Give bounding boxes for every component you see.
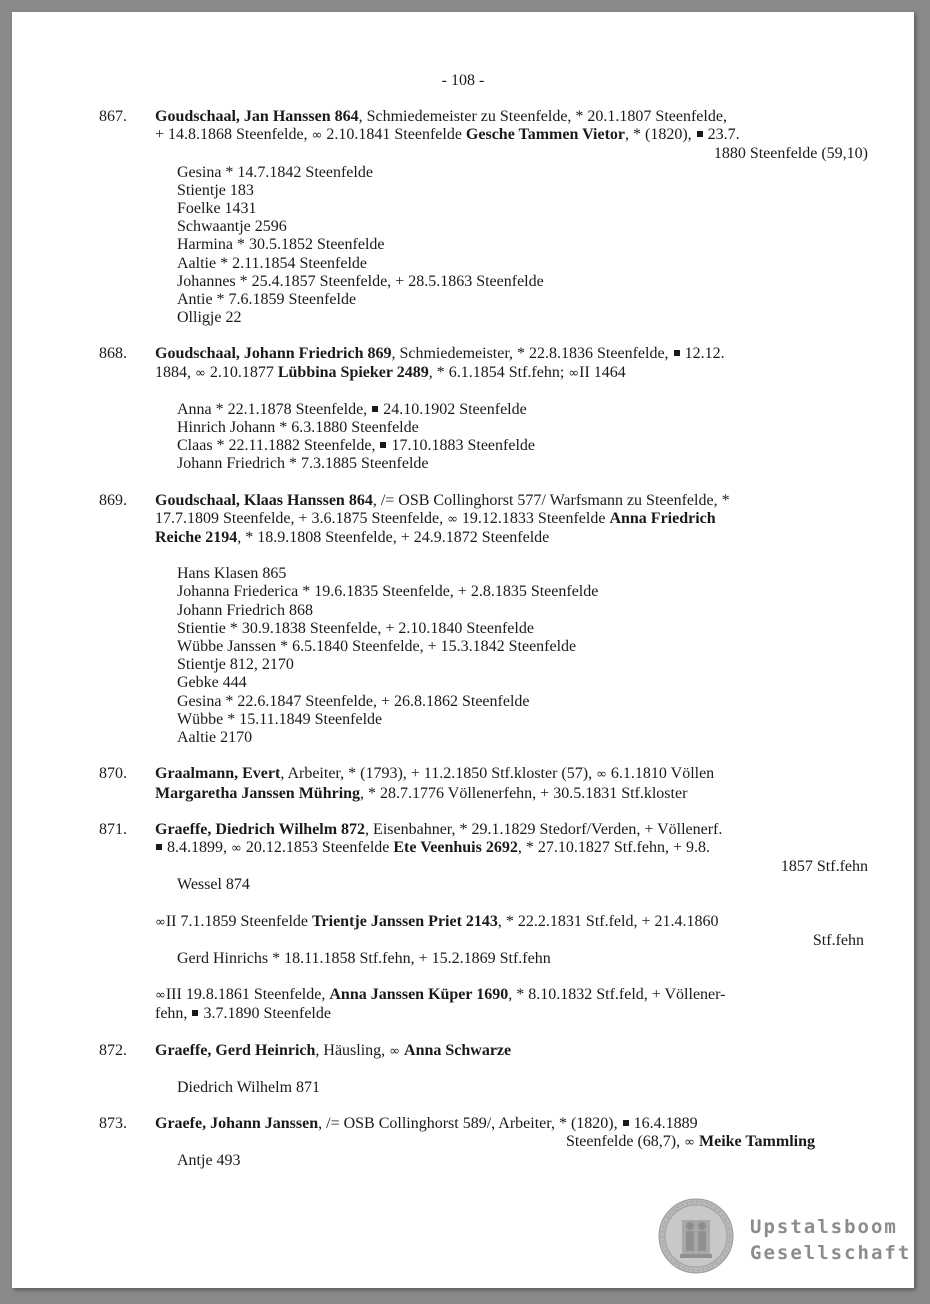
marriage-symbol: ∞ (155, 914, 166, 930)
entry-869: 869. Goudschaal, Klaas Hanssen 864, /= OSB Collinghorst 577/ Warfsmann zu Steenfelde, * 17.7.1809 Steenfelde, + 3.6.1875 Steenfelde, ∞ 19.12.1833 Steenfelde Anna Friedrich Reiche 2194, * 18.9.1808 Steenfelde, + 24.9.1872 Steenfelde Hans Klasen 865 Johanna Friederica * 19.6.1835 Steenfelde, + 2.8.1835 Steenfelde Johann Friedrich 868 Stientie * 30.9.1838 Steenfelde, + 2.10.1840 Steenfelde Wübbe Janssen * 6.5.1840 Steenfelde, + 15.3.1842 Steenfelde Stientje 812, 2170 Gebke 444 Gesina * 22.6.1847 Steenfelde, + 26.8.1862 Steenfelde Wübbe * 15.11.1849 Steenfelde Aaltie 2170 (12, 492, 914, 748)
child-item: Johann Friedrich * 7.3.1885 Steenfelde (177, 455, 429, 473)
child-item: Aaltie * 2.11.1854 Steenfelde (177, 254, 368, 272)
entry-number: 873. (99, 1114, 127, 1132)
marriage-symbol: ∞ (596, 767, 607, 783)
child-item: Gerd Hinrichs * 18.11.1858 Stf.fehn, + 15.2.1869 Stf.fehn (177, 949, 551, 967)
child-item: Anna * 22.1.1878 Steenfelde, 24.10.1902 Steenfelde (177, 400, 527, 418)
marriage-symbol: ∞ (195, 365, 206, 381)
entry-871: 871. Graeffe, Diedrich Wilhelm 872, Eisenbahner, * 29.1.1829 Stedorf/Verden, + Völlenerf. 8.4.1899, ∞ 20.12.1853 Steenfelde Ete Veenhuis 2692, * 27.10.1827 Stf.fehn, + 9.8. 1857 Stf.fehn Wessel 874 ∞II 7.1.1859 Steenfelde Trientje Janssen Priet 2143, * 22.2.1831 Stf.feld, + 21.4.1860 Stf.fehn Gerd Hinrichs * 18.11.1858 Stf.fehn, + 15.2.1869 Stf.fehn ∞III 19.8.1861 Steenfelde, Anna Janssen Küper 1690, * 8.10.1832 Stf.feld, + Völlener- fehn, 3.7.1890 Steenfelde (12, 821, 914, 1024)
spouse-name: Meike Tammling (698, 1133, 815, 1151)
child-item: Wessel 874 (177, 876, 250, 894)
person-name: Graefe, Johann Janssen (155, 1114, 319, 1132)
person-name: Graalmann, Evert (155, 765, 281, 783)
page-number: - 108 - (441, 72, 485, 89)
child-item: Olligje 22 (177, 309, 242, 327)
logo-line-1: Upstalsboom (750, 1216, 898, 1238)
spouse-name: Anna Schwarze (404, 1041, 512, 1059)
burial-symbol (623, 1120, 629, 1126)
burial-symbol (697, 131, 703, 137)
society-logo (750, 1214, 911, 1266)
burial-symbol (156, 844, 162, 850)
children-list (177, 164, 914, 328)
spouse-name: Trientje Janssen Priet 2143 (312, 912, 498, 930)
child-item: Stientie * 30.9.1838 Steenfelde, + 2.10.1840 Steenfelde (177, 619, 534, 637)
entry-list (12, 108, 914, 1189)
entry-number: 868. (99, 345, 127, 363)
logo-line-2: Gesellschaft (750, 1242, 912, 1264)
entry-868: 868. Goudschaal, Johann Friedrich 869, Schmiedemeister, * 22.8.1836 Steenfelde, 12.12. 1884, ∞ 2.10.1877 Lübbina Spieker 2489, * 6.1.1854 Stf.fehn; ∞II 1464 Anna * 22.1.1878 Steenfelde, 24.10.1902 Steenfelde Hinrich Johann * 6.3.1880 Steenfelde Claas * 22.11.1882 Steenfelde, 17.10.1883 Steenfelde Johann Friedrich * 7.3.1885 Steenfelde (12, 345, 914, 473)
second-marriage: ∞II 7.1.1859 Steenfelde Trientje Janssen Priet 2143, * 22.2.1831 Stf.feld, + 21.4.1860 Stf.fehn (155, 912, 864, 949)
child-item: Gesina * 22.6.1847 Steenfelde, + 26.8.1862 Steenfelde (177, 692, 530, 710)
child-item: Wübbe Janssen * 6.5.1840 Steenfelde, + 15.3.1842 Steenfelde (177, 638, 577, 656)
child-item: Stientje 812, 2170 (177, 656, 294, 674)
person-name: Graeffe, Diedrich Wilhelm 872 (155, 820, 366, 838)
child-item: Diedrich Wilhelm 871 (177, 1078, 321, 1096)
burial-symbol (192, 1010, 198, 1016)
spouse-name: Anna Friedrich (609, 509, 716, 527)
child-item: Claas * 22.11.1882 Steenfelde, 17.10.1883 Steenfelde (177, 437, 536, 455)
marriage-symbol: ∞ (684, 1135, 695, 1151)
child-item: Gesina * 14.7.1842 Steenfelde (177, 163, 373, 181)
marriage-symbol: ∞ (389, 1043, 401, 1059)
child-item: Wübbe * 15.11.1849 Steenfelde (177, 710, 383, 728)
entry-number: 869. (99, 491, 127, 509)
entry-number: 867. (99, 108, 127, 125)
children-list (177, 401, 914, 474)
entry-870: 870. Graalmann, Evert, Arbeiter, * (1793), + 11.2.1850 Stf.kloster (57), ∞ 6.1.1810 Völlen Margaretha Janssen Mühring, * 28.7.1776 Völlenerfehn, + 30.5.1831 Stf.kloster (99, 765, 715, 802)
child-item: Antie * 7.6.1859 Steenfelde (177, 291, 357, 309)
document-page (12, 12, 914, 1288)
marriage-symbol: ∞ (155, 988, 166, 1004)
spouse-name: Margaretha Janssen Mühring (155, 784, 361, 802)
person-name: Goudschaal, Jan Hanssen 864 (155, 108, 359, 125)
child-item: Antje 493 (177, 1152, 241, 1170)
spouse-name: Ete Veenhuis 2692 (393, 838, 518, 856)
entry-872: 872. Graeffe, Gerd Heinrich, Häusling, ∞ Anna Schwarze Diedrich Wilhelm 871 (12, 1042, 914, 1097)
child-item: Gebke 444 (177, 674, 247, 692)
entry-number: 872. (99, 1041, 127, 1059)
spouse-name: Lübbina Spieker 2489 (277, 363, 429, 381)
child-item: Johanna Friederica * 19.6.1835 Steenfelde, + 2.8.1835 Steenfelde (177, 583, 599, 601)
spouse-name: Anna Janssen Küper 1690 (329, 986, 509, 1004)
seal-logo-icon (658, 1198, 734, 1274)
burial-symbol (674, 350, 680, 356)
third-marriage: ∞III 19.8.1861 Steenfelde, Anna Janssen Küper 1690, * 8.10.1832 Stf.feld, + Völlener- fehn, 3.7.1890 Steenfelde (155, 986, 726, 1023)
child-item: Johannes * 25.4.1857 Steenfelde, + 28.5.1863 Steenfelde (177, 272, 544, 290)
child-item: Johann Friedrich 868 (177, 601, 313, 619)
entry-873: 873. Graefe, Johann Janssen, /= OSB Collinghorst 589/, Arbeiter, * (1820), 16.4.1889 Steenfelde (68,7), ∞ Meike Tammling Antje 493 (12, 1115, 914, 1171)
child-item: Foelke 1431 (177, 200, 257, 218)
spouse-name-cont: Reiche 2194 (155, 529, 238, 547)
marriage-symbol: ∞ (231, 840, 242, 856)
marriage-symbol: ∞ (447, 511, 458, 527)
person-name: Goudschaal, Johann Friedrich 869 (155, 345, 392, 363)
burial-symbol (380, 442, 386, 448)
child-item: Hinrich Johann * 6.3.1880 Steenfelde (177, 419, 419, 437)
child-item: Aaltie 2170 (177, 729, 253, 747)
child-item: Stientje 183 (177, 181, 254, 199)
children-list (177, 565, 914, 747)
entry-number: 871. (99, 820, 127, 838)
marriage-symbol: ∞ (311, 128, 323, 144)
child-item: Hans Klasen 865 (177, 565, 287, 583)
entry-number: 870. (99, 765, 127, 783)
person-name: Goudschaal, Klaas Hanssen 864 (155, 491, 373, 509)
marriage-symbol: ∞ (568, 365, 580, 381)
burial-symbol (372, 406, 378, 412)
entry-867: 867. Goudschaal, Jan Hanssen 864, Schmiedemeister zu Steenfelde, * 20.1.1807 Steenfelde, + 14.8.1868 Steenfelde, ∞ 2.10.1841 Steenfelde Gesche Tammen Vietor, * (1820), 23.7. 1880 Steenfelde (59,10) Gesina * 14.7.1842 Steenfelde Stientje 183 Foelke 1431 Schwaantje 2596 Harmina * 30.5.1852 Steenfelde Aaltie * 2.11.1854 Steenfelde Johannes * 25.4.1857 Steenfelde, + 28.5.1863 Steenfelde Antie * 7.6.1859 Steenfelde Olligje 22 (12, 108, 914, 327)
child-item: Schwaantje 2596 (177, 218, 287, 236)
child-item: Harmina * 30.5.1852 Steenfelde (177, 236, 385, 254)
spouse-name: Gesche Tammen Vietor (465, 126, 626, 144)
person-name: Graeffe, Gerd Heinrich (155, 1041, 316, 1059)
